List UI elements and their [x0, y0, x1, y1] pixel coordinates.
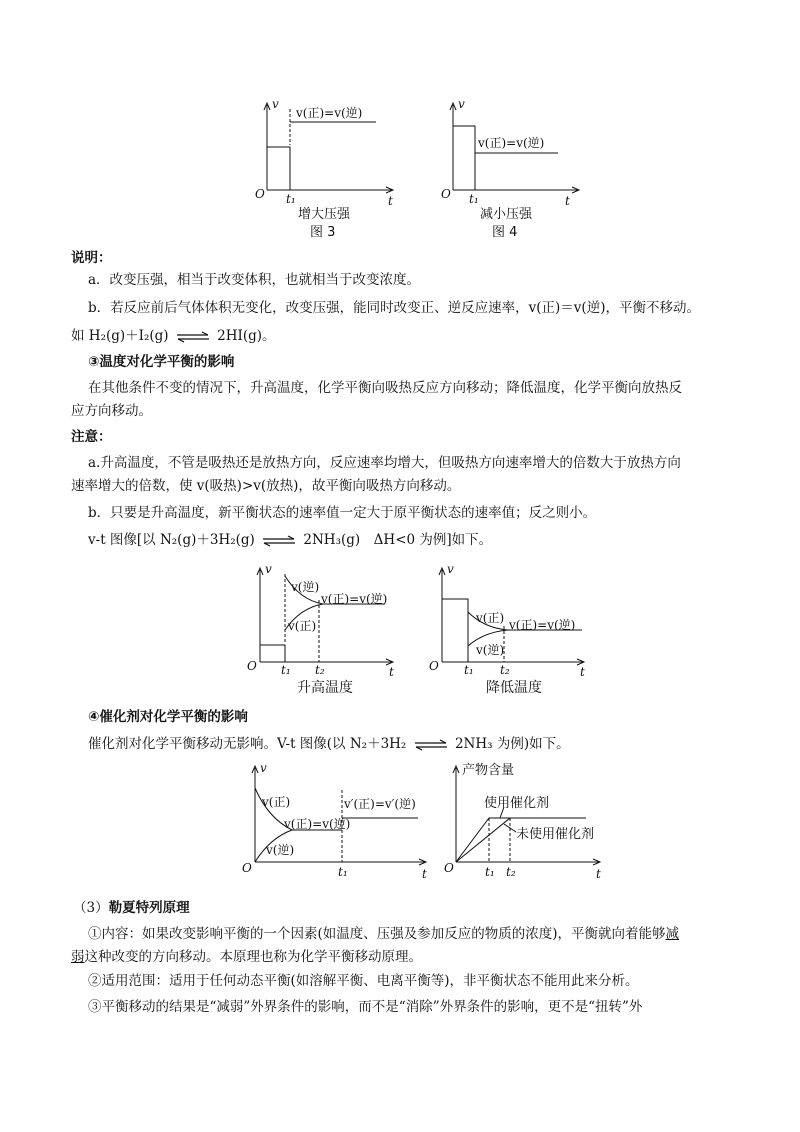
temperature-title: ③温度对化学平衡的影响 [88, 354, 235, 370]
p1-underlined: 减 [665, 926, 680, 942]
t1-label: t₁ [281, 663, 291, 677]
forward-rate-label: v(正) [288, 619, 317, 633]
y-axis-label: v [265, 562, 272, 576]
origin-label: O [441, 187, 451, 201]
note-a-line1: a.升高温度，不管是吸热还是放热方向，反应速率均增大，但吸热方向速率增大的倍数大于放热方向 [88, 455, 681, 471]
equal-rate-label: v(正)=v(逆) [509, 618, 576, 632]
t2-label: t₂ [315, 663, 325, 677]
y-axis-label: v [260, 761, 267, 775]
t1-label: t₁ [485, 865, 495, 879]
equal-rate-label: v(正)=v(逆) [321, 592, 388, 606]
explain-b-line2 [71, 326, 276, 346]
catalyst-title: ④催化剂对化学平衡的影响 [88, 709, 248, 725]
forward-rate-label: v(正) [476, 611, 505, 625]
figure-catalyst-rate [240, 760, 435, 888]
equilibrium-arrow-icon [413, 739, 449, 751]
lechatelier-title [73, 898, 190, 918]
figure-number: 图 4 [492, 225, 518, 240]
p2-underlined: 弱 [71, 949, 85, 965]
x-axis-label: t [580, 665, 585, 679]
t1-label: t₁ [338, 865, 348, 879]
explain-b-line1: b．若反应前后气体体积无变化，改变压强，能同时改变正、逆反应速率，v(正)＝v(逆)，平衡不移动。 [88, 300, 700, 316]
t1-label: t₁ [469, 192, 479, 206]
p2-text: 这种改变的方向移动。本原理也称为化学平衡移动原理。 [84, 949, 422, 965]
figure-lower-temperature [424, 560, 599, 698]
y-axis-label: v [447, 562, 454, 576]
note-b: b．只要是升高温度，新平衡状态的速率值一定大于原平衡状态的速率值；反之则小。 [88, 505, 597, 521]
figure-3-increase-pressure [250, 95, 400, 240]
explain-title: 说明： [71, 250, 112, 266]
eq-label: v(正)=v(逆) [478, 136, 545, 150]
figure-caption: 增大压强 [298, 207, 351, 222]
y-axis-label: 产物含量 [462, 763, 515, 778]
vt-intro-left: v-t 图像[以 N₂(g)＋3H₂(g) [88, 532, 255, 548]
reverse-rate-label: v(逆) [266, 843, 295, 857]
catalyst-para-right: 2NH₃ 为例)如下。 [454, 736, 570, 752]
equal-rate-label: v(正)=v(逆) [284, 817, 351, 831]
lechatelier-p4: ③平衡移动的结果是“减弱”外界条件的影响，而不是“消除”外界条件的影响，更不是“扭转”外 [88, 999, 643, 1015]
catalyst-para [88, 734, 570, 754]
lechatelier-p3: ②适用范围：适用于任何动态平衡(如溶解平衡、电离平衡等)，非平衡状态不能用此来分析。 [88, 973, 639, 989]
temperature-para-line2: 应方向移动。 [71, 403, 152, 419]
note-title: 注意： [71, 429, 112, 445]
x-axis-label: t [389, 665, 394, 679]
y-axis-label: v [458, 97, 465, 111]
t1-label: t₁ [464, 663, 474, 677]
y-axis-label: v [272, 97, 279, 111]
figure-caption: 减小压强 [480, 207, 533, 222]
figure-raise-temperature [245, 560, 395, 698]
figure-caption: 降低温度 [486, 680, 542, 696]
figure-number: 图 3 [310, 225, 336, 240]
forward-rate-label: v(正) [262, 795, 291, 809]
equilibrium-arrow-icon [175, 331, 211, 343]
with-catalyst-label: 使用催化剂 [484, 796, 550, 811]
reaction-left: 如 H₂(g)＋I₂(g) [71, 328, 169, 344]
catalyst-para-left: 催化剂对化学平衡移动无影响。V-t 图像(以 N₂＋3H₂ [88, 736, 407, 752]
x-axis-label: t [596, 867, 601, 881]
temperature-para-line1: 在其他条件不变的情况下，升高温度，化学平衡向吸热反应方向移动；降低温度，化学平衡向放热反 [88, 380, 682, 396]
reverse-rate-label: v(逆) [291, 580, 320, 594]
origin-label: O [429, 659, 439, 673]
vt-intro-right: 2NH₃(g) ΔH<0 为例]如下。 [303, 532, 493, 548]
reverse-rate-label: v(逆) [476, 643, 505, 657]
lechatelier-p2 [71, 947, 422, 967]
x-axis-label: t [388, 194, 393, 208]
origin-label: O [255, 187, 265, 201]
t2-label: t₂ [506, 865, 516, 879]
note-a-line2: 速率增大的倍数，使 v(吸热)>v(放热)，故平衡向吸热方向移动。 [71, 478, 461, 494]
x-axis-label: t [565, 194, 570, 208]
figure-4-decrease-pressure [436, 95, 586, 240]
figure-caption: 升高温度 [297, 680, 353, 696]
equilibrium-arrow-icon [261, 535, 297, 547]
reaction-right: 2HI(g)。 [217, 328, 276, 344]
figure-catalyst-product [444, 760, 609, 888]
x-axis-label: t [422, 867, 427, 881]
t1-label: t₁ [286, 192, 296, 206]
origin-label: O [444, 861, 454, 875]
p1-text: ①内容：如果改变影响平衡的一个因素(如温度、压强及参加反应的物质的浓度)，平衡就向着能够 [88, 926, 666, 942]
origin-label: O [242, 861, 252, 875]
lechatelier-p1 [88, 924, 679, 944]
origin-label: O [247, 659, 257, 673]
explain-a: a．改变压强，相当于改变体积，也就相当于改变浓度。 [88, 272, 421, 288]
new-equal-rate-label: v′(正)=v′(逆) [344, 797, 416, 811]
t2-label: t₂ [500, 663, 510, 677]
without-catalyst-label: 未使用催化剂 [516, 827, 595, 842]
section-title: 勒夏特列原理 [108, 900, 190, 916]
section-number: （3） [73, 900, 109, 916]
vt-intro [88, 530, 492, 550]
eq-label: v(正)=v(逆) [296, 106, 363, 120]
